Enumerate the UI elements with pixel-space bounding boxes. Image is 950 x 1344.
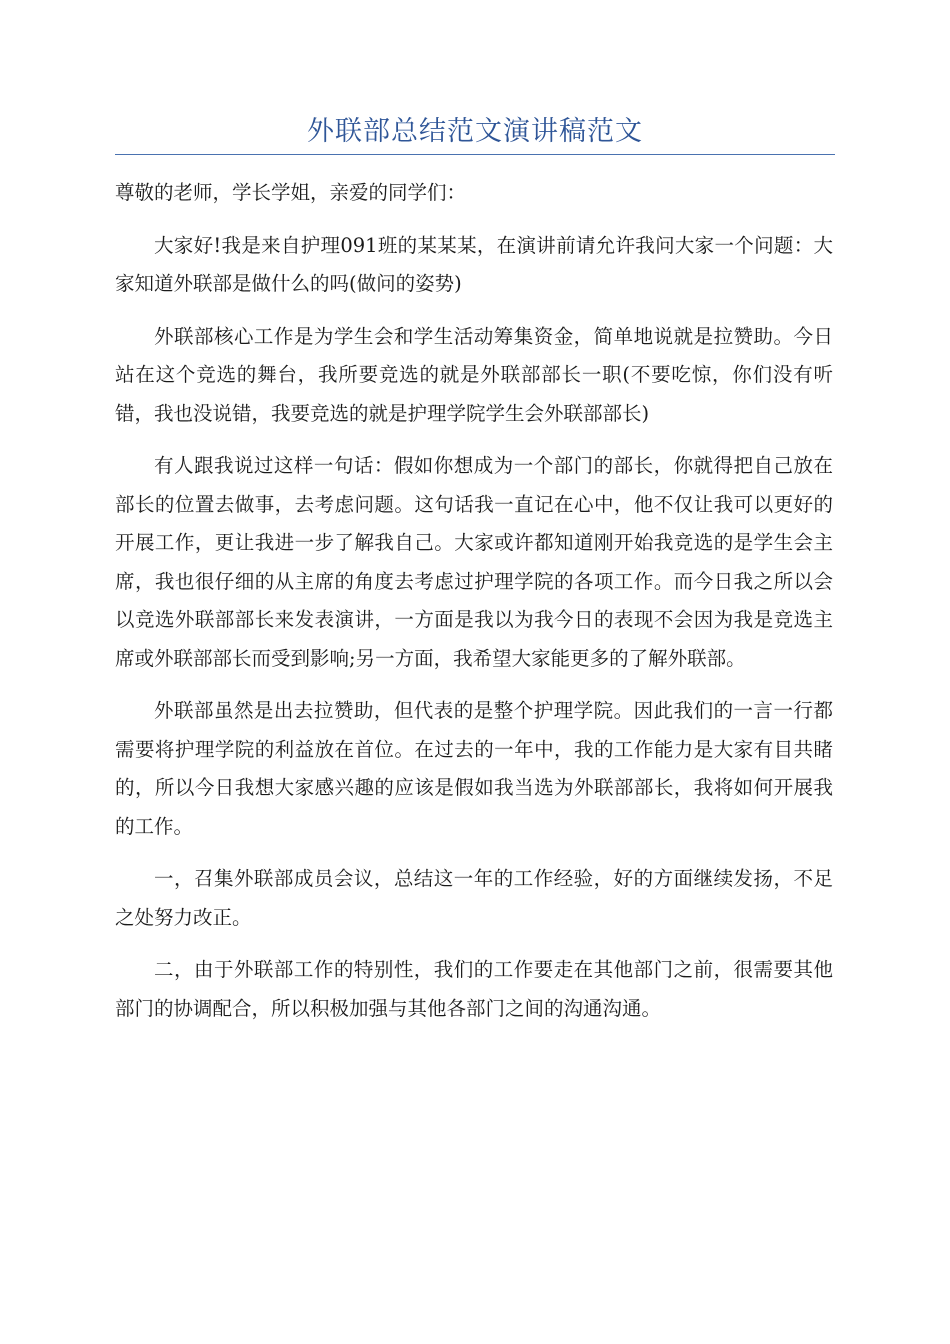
title-underline xyxy=(115,154,835,155)
paragraph-motivation: 有人跟我说过这样一句话：假如你想成为一个部门的部长，你就得把自己放在部长的位置去做事，去考虑问题。这句话我一直记在心中，他不仅让我可以更好的开展工作，更让我进一步了解我自己。大家或许都知道刚开始我竞选的是学生会主席，我也很仔细的从主席的角度去考虑过护理学院的各项工作。而今日我之所以会以竞选外联部部长来发表演讲，一方面是我以为我今日的表现不会因为我是竞选主席或外联部部长而受到影响;另一方面，我希望大家能更多的了解外联部。 xyxy=(115,454,833,670)
salutation: 尊敬的老师，学长学姐，亲爱的同学们： xyxy=(115,181,467,204)
paragraph-representation: 外联部虽然是出去拉赞助，但代表的是整个护理学院。因此我们的一言一行都需要将护理学院的利益放在首位。在过去的一年中，我的工作能力是大家有目共睹的，所以今日我想大家感兴趣的应该是假如我当选为外联部部长，我将如何开展我的工作。 xyxy=(115,699,833,838)
paragraph-greeting: 大家好!我是来自护理091班的某某某，在演讲前请允许我问大家一个问题：大家知道外联部是做什么的吗(做问的姿势) xyxy=(115,233,833,295)
paragraph-plan-one: 一，召集外联部成员会议，总结这一年的工作经验，好的方面继续发扬，不足之处努力改正。 xyxy=(115,867,833,929)
paragraph-core-work: 外联部核心工作是为学生会和学生活动筹集资金，简单地说就是拉赞助。今日站在这个竞选的舞台，我所要竞选的就是外联部部长一职(不要吃惊，你们没有听错，我也没说错，我要竞选的就是护理学院学生会外联部部长) xyxy=(115,324,833,425)
document-body xyxy=(115,174,833,1042)
paragraph-plan-two: 二，由于外联部工作的特别性，我们的工作要走在其他部门之前，很需要其他部门的协调配合，所以积极加强与其他各部门之间的沟通沟通。 xyxy=(115,958,833,1020)
page-title: 外联部总结范文演讲稿范文 xyxy=(307,116,643,147)
